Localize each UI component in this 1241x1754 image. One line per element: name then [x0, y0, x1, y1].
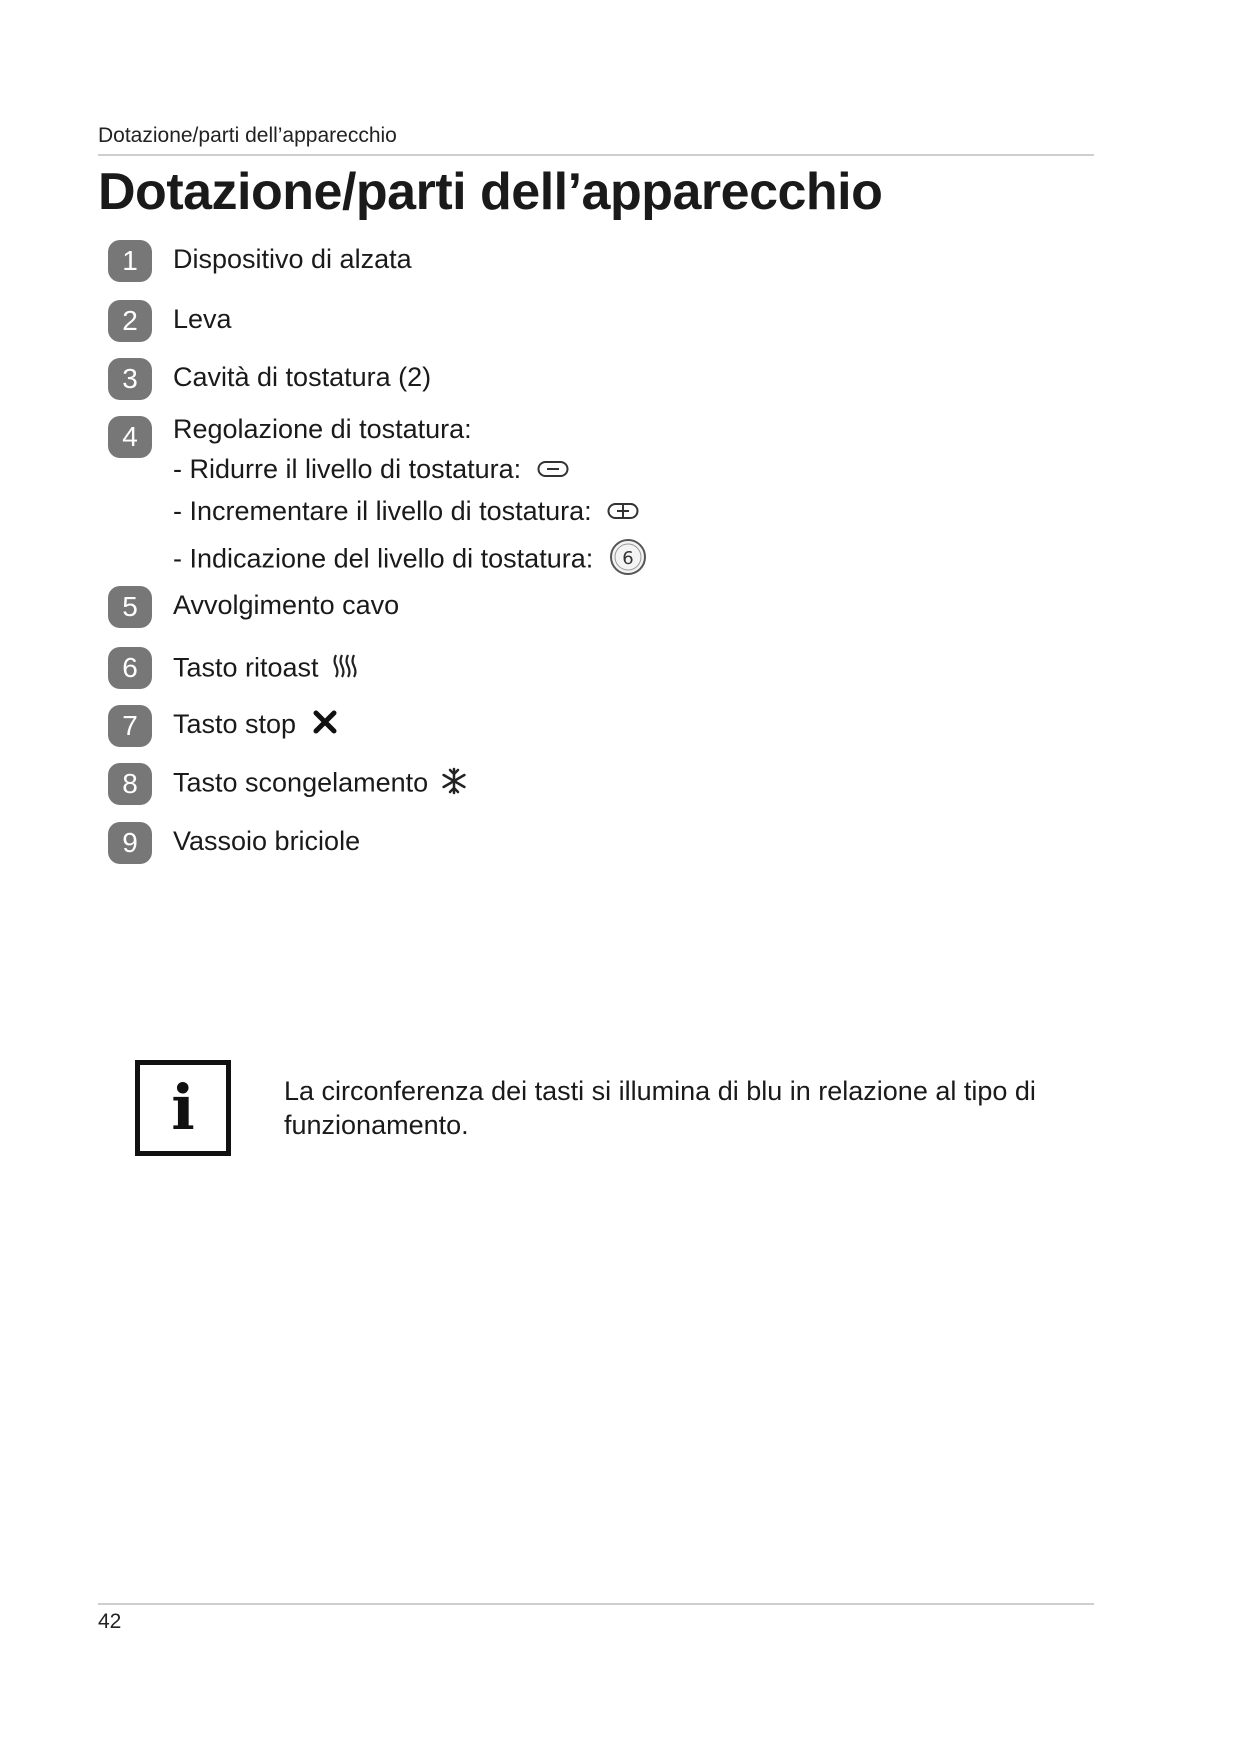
item-number-badge: 6: [108, 647, 152, 689]
item-label-row: [173, 709, 338, 742]
svg-text:6: 6: [622, 548, 634, 569]
reheat-waves-icon: [332, 651, 360, 688]
page-number: 42: [98, 1610, 122, 1633]
stop-x-icon: [312, 709, 338, 742]
item-number-badge: 7: [108, 705, 152, 747]
info-note-text: La circonferenza dei tasti si illumina di blu in relazione al tipo di funzionamento.: [284, 1076, 1036, 1140]
plus-button-icon: [607, 497, 639, 528]
item-label: Tasto ritoast: [173, 652, 319, 683]
minus-button-icon: [537, 455, 569, 486]
snowflake-icon: [440, 767, 468, 802]
footer-rule: [98, 1603, 1094, 1605]
item-label-row: [173, 767, 468, 802]
item-label: Leva: [173, 304, 232, 334]
item-number-badge: 8: [108, 763, 152, 805]
info-icon: [135, 1060, 231, 1156]
sub-item: [173, 454, 569, 486]
item-number-badge: 4: [108, 416, 152, 458]
item-number-badge: 2: [108, 300, 152, 342]
page-title: Dotazione/parti dell’apparecchio: [98, 163, 883, 221]
item-number-badge: 9: [108, 822, 152, 864]
item-label: Vassoio briciole: [173, 826, 361, 856]
sub-item: [173, 538, 647, 583]
info-icon-glyph: i: [171, 1071, 195, 1144]
header-rule: [98, 154, 1094, 156]
item-label: Tasto stop: [173, 709, 297, 739]
item-label: Tasto scongelamento: [173, 767, 429, 798]
item-number-badge: 3: [108, 358, 152, 400]
item-number-badge: 5: [108, 586, 152, 628]
level-6-display-icon: [609, 538, 647, 583]
item-label: Dispositivo di alzata: [173, 244, 412, 274]
sub-item: [173, 496, 639, 528]
item-number-badge: 1: [108, 240, 152, 282]
sub-item-label: - Ridurre il livello di tostatura:: [173, 454, 522, 484]
item-label: Cavità di tostatura (2): [173, 362, 432, 392]
item-label: Regolazione di tostatura:: [173, 414, 472, 444]
item-label: Avvolgimento cavo: [173, 590, 400, 620]
sub-item-label: - Incrementare il livello di tostatura:: [173, 496, 592, 526]
sub-item-label: - Indicazione del livello di tostatura:: [173, 543, 594, 574]
item-label-row: [173, 651, 360, 688]
running-header: Dotazione/parti dell’apparecchio: [98, 124, 397, 147]
